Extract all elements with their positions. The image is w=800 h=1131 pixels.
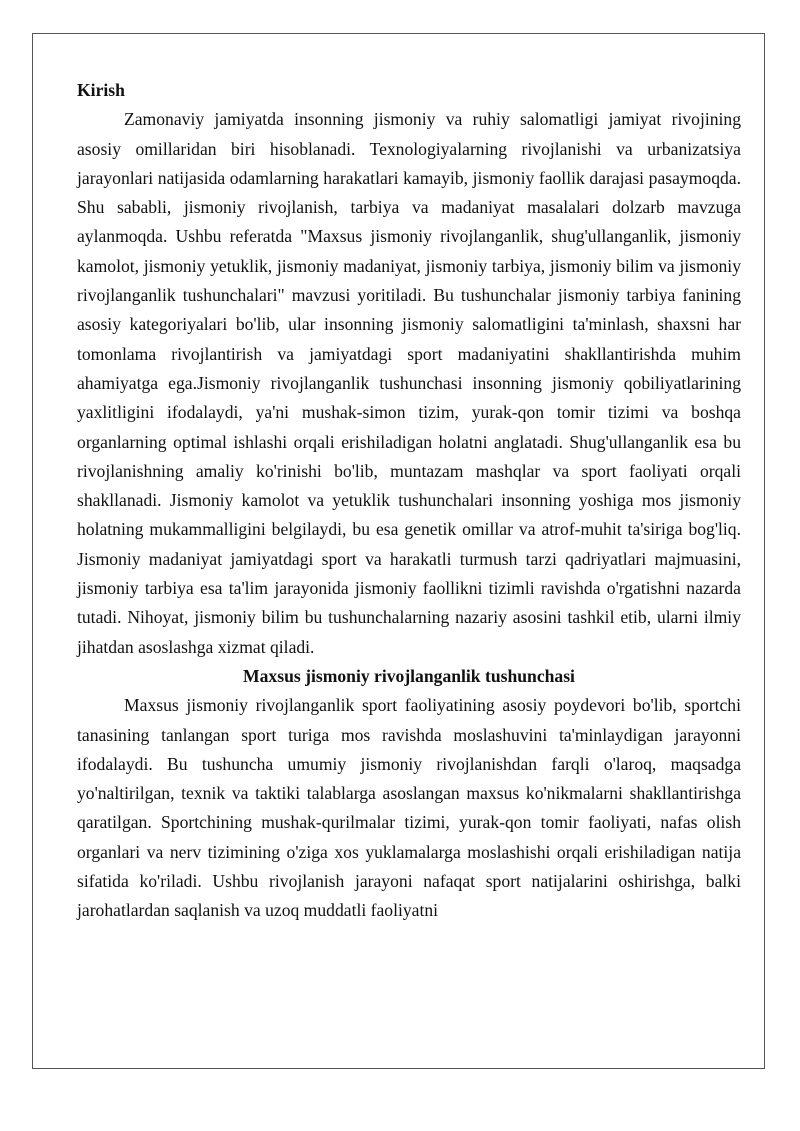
document-body (77, 76, 741, 926)
section-paragraph: Maxsus jismoniy rivojlanganlik sport faoliyatining asosiy poydevori bo'lib, sportchi tanasining tanlangan sport turiga mos ravishda moslashuvini ta'minlaydigan jarayonni ifodalaydi. Bu tushuncha umumiy jismoniy rivojlanishdan farqli o'laroq, maqsadga yo'naltirilgan, texnik va taktiki talablarga asoslangan maxsus ko'nikmalarni shakllantirishga qaratilgan. Sportchining mushak-qurilmalar tizimi, yurak-qon tomir faoliyati, nafas olish organlari va nerv tizimining o'ziga xos yuklamalarga moslashishi orqali erishiladigan natija sifatida ko'riladi. Ushbu rivojlanish jarayoni nafaqat sport natijalarini oshirishga, balki jarohatlardan saqlanish va uzoq muddatli faoliyatni (77, 695, 741, 921)
intro-heading: Kirish (77, 80, 125, 100)
intro-paragraph: Zamonaviy jamiyatda insonning jismoniy va ruhiy salomatligi jamiyat rivojining asosiy omillaridan biri hisoblanadi. Texnologiyalarning rivojlanishi va urbanizatsiya jarayonlari natijasida odamlarning harakatlari kamayib, jismoniy faollik darajasi pasaymoqda. Shu sababli, jismoniy rivojlanish, tarbiya va madaniyat masalalari dolzarb mavzuga aylanmoqda. Ushbu referatda "Maxsus jismoniy rivojlanganlik, shug'ullanganlik, jismoniy kamolot, jismoniy yetuklik, jismoniy madaniyat, jismoniy tarbiya, jismoniy bilim va jismoniy rivojlanganlik tushunchalari" mavzusi yoritiladi. Bu tushunchalar jismoniy tarbiya fanining asosiy kategoriyalari bo'lib, ular insonning jismoniy salomatligini ta'minlash, shaxsni har tomonlama rivojlantirish va jamiyatdagi sport madaniyatini shakllantirishda muhim ahamiyatga ega.Jismoniy rivojlanganlik tushunchasi insonning jismoniy qobiliyatlarining yaxlitligini ifodalaydi, ya'ni mushak-simon tizim, yurak-qon tomir tizimi va boshqa organlarning optimal ishlashi orqali erishiladigan holatni anglatadi. Shug'ullanganlik esa bu rivojlanishning amaliy ko'rinishi bo'lib, muntazam mashqlar va sport faoliyati orqali shakllanadi. Jismoniy kamolot va yetuklik tushunchalari insonning yoshiga mos jismoniy holatning mukammalligini belgilaydi, bu esa genetik omillar va atrof-muhit ta'siriga bog'liq. Jismoniy madaniyat jamiyatdagi sport va harakatli turmush tarzi qadriyatlari majmuasini, jismoniy tarbiya esa ta'lim jarayonida jismoniy faollikni tizimli ravishda o'rgatishni nazarda tutadi. Nihoyat, jismoniy bilim bu tushunchalarning nazariy asosini tashkil etib, ularni ilmiy jihatdan asoslashga xizmat qiladi. (77, 109, 741, 657)
section-title: Maxsus jismoniy rivojlanganlik tushunchasi (243, 665, 575, 686)
